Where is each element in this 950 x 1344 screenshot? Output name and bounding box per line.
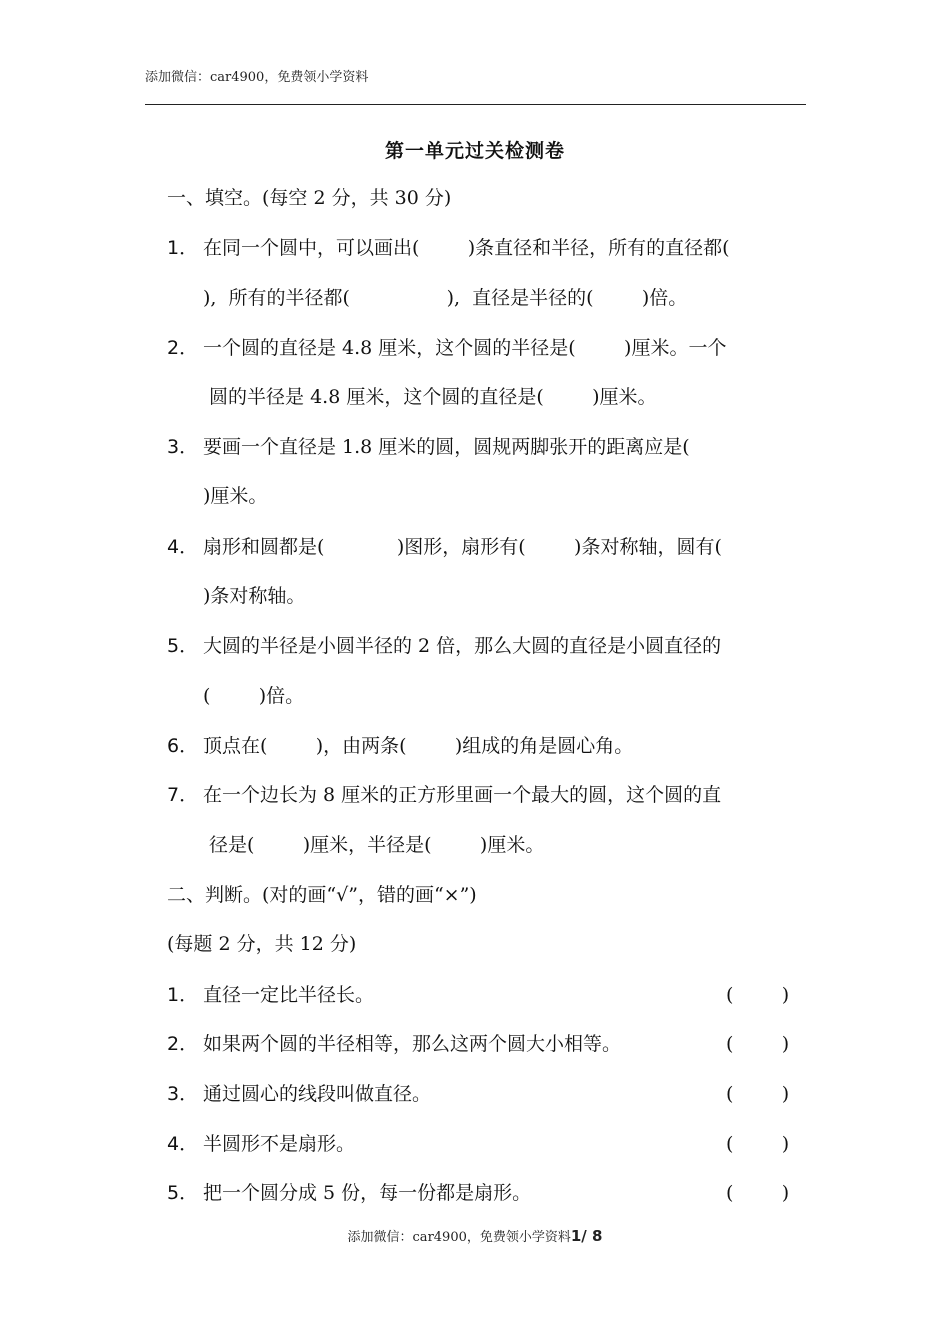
footer-note: 添加微信：car4900，免费领小学资料 bbox=[347, 1230, 571, 1245]
item-text: 半圆形不是扇形。 bbox=[203, 1133, 356, 1155]
item-text: 在一个边长为 8 厘米的正方形里画一个最大的圆，这个圆的直 bbox=[203, 784, 722, 806]
fill-item-2-cont: 圆的半径是 4.8 厘米，这个圆的直径是( )厘米。 bbox=[203, 386, 657, 408]
item-number: 1． bbox=[167, 984, 199, 1006]
fill-item-1 bbox=[167, 236, 730, 260]
item-text: 把一个圆分成 5 份，每一份都是扇形。 bbox=[203, 1182, 532, 1204]
item-number: 3． bbox=[167, 436, 199, 458]
item-number: 4． bbox=[167, 1133, 199, 1155]
section2-heading: 二、判断。(对的画“√”，错的画“×”) bbox=[167, 884, 477, 906]
item-number: 5． bbox=[167, 1182, 199, 1204]
item-text: 在同一个圆中，可以画出( )条直径和半径，所有的直径都( bbox=[203, 237, 730, 259]
answer-blank: ( ) bbox=[726, 1083, 790, 1105]
section2-subheading: (每题 2 分，共 12 分) bbox=[167, 933, 357, 955]
page-number: 1/ 8 bbox=[570, 1227, 603, 1245]
fill-item-3 bbox=[167, 435, 690, 459]
footer bbox=[0, 1226, 950, 1245]
item-number: 3． bbox=[167, 1083, 199, 1105]
section1-heading: 一、填空。(每空 2 分，共 30 分) bbox=[167, 187, 452, 209]
judge-item-1 bbox=[167, 983, 374, 1007]
item-text: 要画一个直径是 1.8 厘米的圆，圆规两脚张开的距离应是( bbox=[203, 436, 690, 458]
item-text: 一个圆的直径是 4.8 厘米，这个圆的半径是( )厘米。一个 bbox=[203, 337, 727, 359]
answer-blank: ( ) bbox=[726, 1182, 790, 1204]
page-title: 第一单元过关检测卷 bbox=[384, 140, 565, 162]
fill-item-6 bbox=[167, 734, 633, 758]
item-number: 5． bbox=[167, 635, 199, 657]
judge-item-2 bbox=[167, 1032, 621, 1056]
fill-item-1-cont: ), 所有的半径都( ), 直径是半径的( )倍。 bbox=[203, 287, 688, 309]
answer-blank: ( ) bbox=[726, 1133, 790, 1155]
item-number: 2． bbox=[167, 337, 199, 359]
fill-item-4-cont: )条对称轴。 bbox=[203, 585, 306, 607]
header-divider bbox=[145, 104, 806, 105]
fill-item-5 bbox=[167, 634, 721, 658]
answer-blank: ( ) bbox=[726, 1033, 790, 1055]
item-text: 直径一定比半径长。 bbox=[203, 984, 375, 1006]
judge-item-3 bbox=[167, 1082, 431, 1106]
item-number: 2． bbox=[167, 1033, 199, 1055]
item-text: 大圆的半径是小圆半径的 2 倍，那么大圆的直径是小圆直径的 bbox=[203, 635, 722, 657]
item-number: 6． bbox=[167, 735, 199, 757]
fill-item-4 bbox=[167, 535, 722, 559]
fill-item-7 bbox=[167, 783, 721, 807]
answer-blank: ( ) bbox=[726, 984, 790, 1006]
header-note: 添加微信：car4900，免费领小学资料 bbox=[145, 70, 369, 85]
fill-item-7-cont: 径是( )厘米，半径是( )厘米。 bbox=[203, 834, 545, 856]
item-number: 1． bbox=[167, 237, 199, 259]
fill-item-3-cont: )厘米。 bbox=[203, 485, 268, 507]
item-number: 7． bbox=[167, 784, 199, 806]
fill-item-2 bbox=[167, 336, 726, 360]
item-text: 通过圆心的线段叫做直径。 bbox=[203, 1083, 432, 1105]
judge-item-4 bbox=[167, 1132, 355, 1156]
fill-item-5-cont: ( )倍。 bbox=[203, 685, 305, 707]
item-number: 4． bbox=[167, 536, 199, 558]
judge-item-5 bbox=[167, 1181, 531, 1205]
item-text: 如果两个圆的半径相等，那么这两个圆大小相等。 bbox=[203, 1033, 622, 1055]
item-text: 扇形和圆都是( )图形，扇形有( )条对称轴，圆有( bbox=[203, 536, 722, 558]
item-text: 顶点在( )，由两条( )组成的角是圆心角。 bbox=[203, 735, 634, 757]
